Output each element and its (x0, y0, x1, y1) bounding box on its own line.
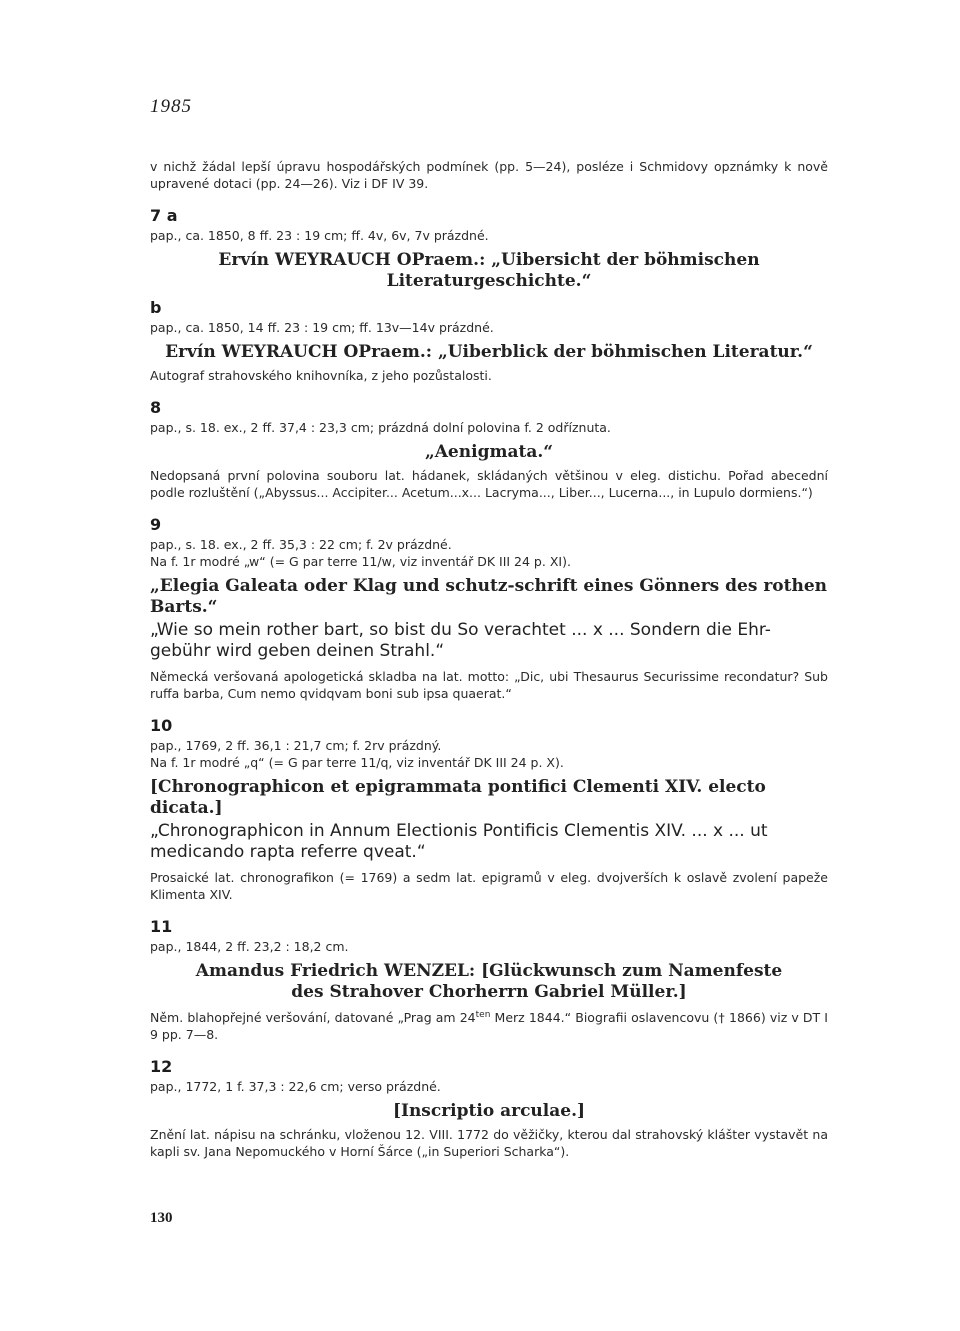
entry-provenance-mark: Na f. 1r modré „q“ (= G par terre 11/q, viz inventář DK III 24 p. X). (150, 755, 564, 770)
entry-number: b (150, 298, 162, 317)
entry-title-line: Amandus Friedrich WENZEL: [Glückwunsch zum Namenfeste (195, 961, 783, 981)
entry-physical-description: pap., ca. 1850, 14 ff. 23 : 19 cm; ff. 13v—14v prázdné. (150, 320, 494, 335)
entry-note: Prosaické lat. chronografikon (= 1769) a sedm lat. epigramů v eleg. dvojverších k oslavě zvolení papeže Klimenta XIV. (150, 870, 828, 902)
entry-7a (150, 206, 828, 292)
intro-paragraph: v nichž žádal lepší úpravu hospodářských podmínek (pp. 5—24), posléze i Schmidovy opznámky k nově upravené dotaci (pp. 24—26). Viz i DF IV 39. (150, 159, 828, 191)
entry-11 (150, 917, 828, 1043)
entry-provenance-mark: Na f. 1r modré „w“ (= G par terre 11/w, viz inventář DK III 24 p. XI). (150, 554, 571, 569)
entry-physical-description: pap., 1844, 2 ff. 23,2 : 18,2 cm. (150, 939, 349, 954)
entry-number: 10 (150, 716, 173, 735)
entry-note: Znění lat. nápisu na schránku, vloženou 12. VIII. 1772 do věžičky, kterou dal strahovský klášter vystavět na kapli sv. Jana Nepomuckého v Horní Šárce („in Superiori Scharka“). (150, 1127, 828, 1160)
entry-number: 11 (150, 917, 173, 936)
entry-physical-description: pap., 1772, 1 f. 37,3 : 22,6 cm; verso prázdné. (150, 1079, 441, 1095)
entry-physical-description: pap., s. 18. ex., 2 ff. 35,3 : 22 cm; f. 2v prázdné. (150, 537, 452, 552)
entry-physical-description: pap., 1769, 2 ff. 36,1 : 21,7 cm; f. 2rv prázdný. (150, 738, 442, 753)
entry-note: Německá veršovaná apologetická skladba na lat. motto: „Dic, ubi Thesaurus Securissime recondatur? Sub ruffa barba, Cum nemo qvidqvam boni sub ipsa quaerat.“ (150, 669, 828, 701)
entry-title (150, 961, 828, 1003)
entry-physical-description: pap., ca. 1850, 8 ff. 23 : 19 cm; ff. 4v, 6v, 7v prázdné. (150, 228, 489, 243)
catalogue-content (150, 158, 828, 1160)
entry-title: „Elegia Galeata oder Klag und schutz-schrift eines Gönners des rothen Barts.“ (150, 576, 828, 617)
entry-incipit: „Wie so mein rother bart, so bist du So verachtet ... x ... Sondern die Ehr-gebühr wird geben deinen Strahl.“ (150, 620, 771, 661)
entry-10 (150, 716, 828, 903)
entry-note-part: Merz 1844.“ Biografii oslavencovu († 1866) viz v DT I 9 pp. 7—8. (150, 1010, 828, 1043)
entry-title-line: Ervín WEYRAUCH OPraem.: „Uibersicht der böhmischen (218, 250, 760, 270)
entry-note-superscript: ten (475, 1010, 491, 1020)
running-header-year: 1985 (150, 96, 192, 117)
entry-9 (150, 515, 828, 702)
entry-note (150, 1007, 828, 1043)
entry-physical-description: pap., s. 18. ex., 2 ff. 37,4 : 23,3 cm; prázdná dolní polovina f. 2 odříznuta. (150, 420, 611, 435)
entry-note: Autograf strahovského knihovníka, z jeho pozůstalosti. (150, 368, 492, 383)
entry-title (150, 250, 828, 292)
entry-12 (150, 1057, 828, 1160)
entry-title-line: des Strahover Chorherrn Gabriel Müller.] (291, 982, 687, 1002)
entry-title: [Inscriptio arculae.] (392, 1101, 586, 1122)
entry-number: 7 a (150, 206, 178, 225)
page-number: 130 (150, 1210, 173, 1226)
entry-title: [Chronographicon et epigrammata pontifici Clementi XIV. electo dicata.] (150, 777, 766, 818)
entry-number: 12 (150, 1057, 173, 1077)
entry-8 (150, 398, 828, 501)
entry-number: 8 (150, 398, 162, 417)
entry-title-line: Literaturgeschichte.“ (386, 271, 592, 291)
entry-incipit: „Chronographicon in Annum Electionis Pontificis Clementis XIV. ... x ... ut medicando rapta referre qveat.“ (150, 821, 768, 862)
entry-7b (150, 298, 828, 384)
entry-title: Ervín WEYRAUCH OPraem.: „Uiberblick der böhmischen Literatur.“ (165, 342, 813, 362)
entry-note-part: Něm. blahopřejné veršování, datované „Prag am 24 (150, 1010, 476, 1026)
entry-title: „Aenigmata.“ (424, 442, 554, 462)
entry-note: Nedopsaná první polovina souboru lat. hádanek, skládaných většinou v eleg. distichu. Pořad abecední podle rozluštění („Abyssus... Accipiter... Acetum...x... Lacryma..., Liber..., Lucerna..., in Lupulo dormiens.“) (150, 468, 828, 500)
entry-number: 9 (150, 515, 162, 534)
